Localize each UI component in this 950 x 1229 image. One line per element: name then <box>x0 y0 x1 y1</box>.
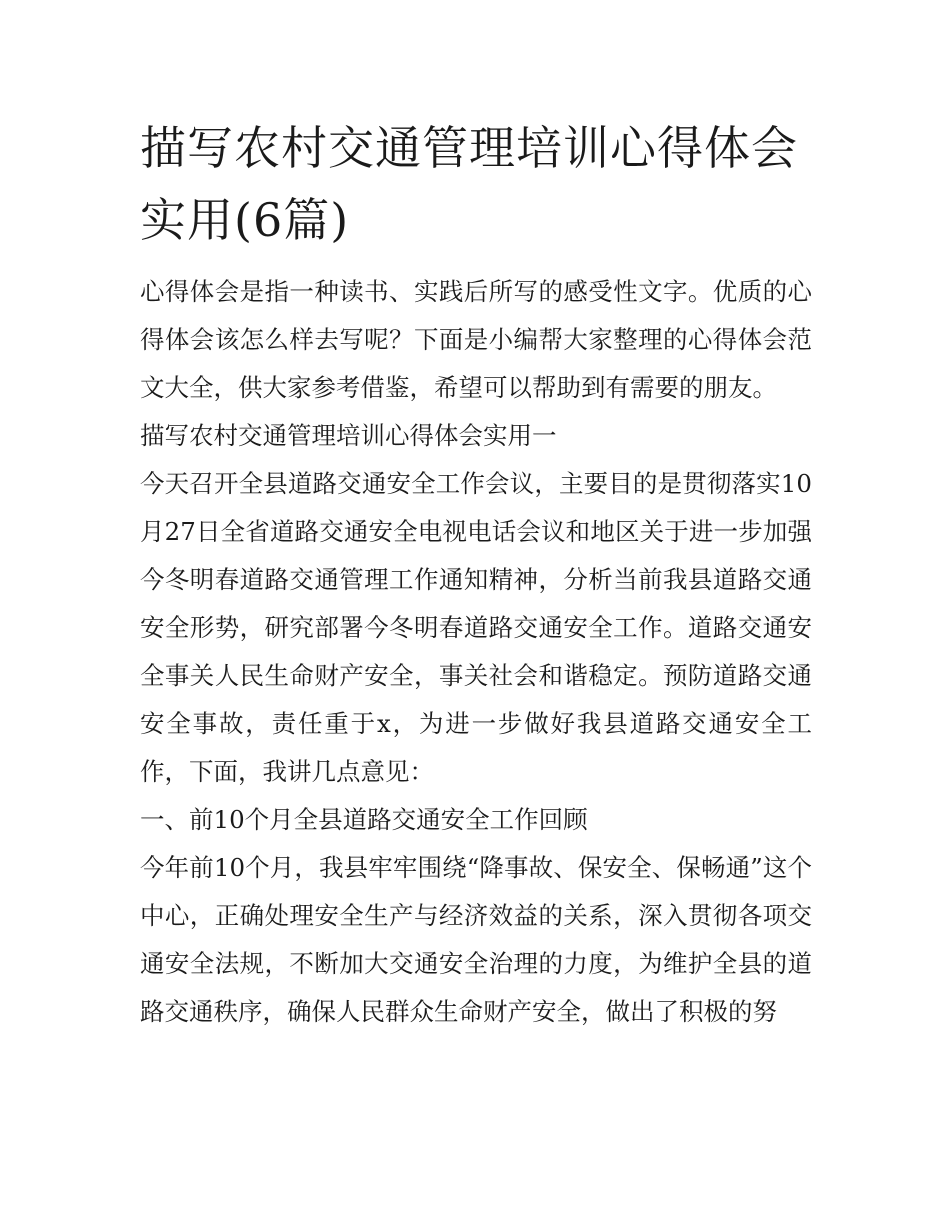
body-paragraph: 今年前10个月，我县牢牢围绕“降事故、保安全、保畅通”这个中心，正确处理安全生产与经济效益的关系，深入贯彻各项交通安全法规，不断加大交通安全治理的力度，为维护全县的道路交通秩序，确保人民群众生命财产安全，做出了积极的努 <box>140 853 812 1026</box>
document-title: 描写农村交通管理培训心得体会实用(6篇) <box>140 121 798 247</box>
subsection-heading: 一、前10个月全县道路交通安全工作回顾 <box>140 805 588 834</box>
document-body <box>140 268 812 1036</box>
document-page <box>140 112 812 1036</box>
intro-paragraph: 心得体会是指一种读书、实践后所写的感受性文字。优质的心得体会该怎么样去写呢？下面是小编帮大家整理的心得体会范文大全，供大家参考借鉴，希望可以帮助到有需要的朋友。 <box>140 277 812 402</box>
section-heading: 描写农村交通管理培训心得体会实用一 <box>140 421 557 450</box>
body-paragraph: 今天召开全县道路交通安全工作会议，主要目的是贯彻落实10月27日全省道路交通安全电视电话会议和地区关于进一步加强今冬明春道路交通管理工作通知精神，分析当前我县道路交通安全形势，研究部署今冬明春道路交通安全工作。道路交通安全事关人民生命财产安全，事关社会和谐稳定。预防道路交通安全事故，责任重于x，为进一步做好我县道路交通安全工作，下面，我讲几点意见： <box>140 469 812 786</box>
